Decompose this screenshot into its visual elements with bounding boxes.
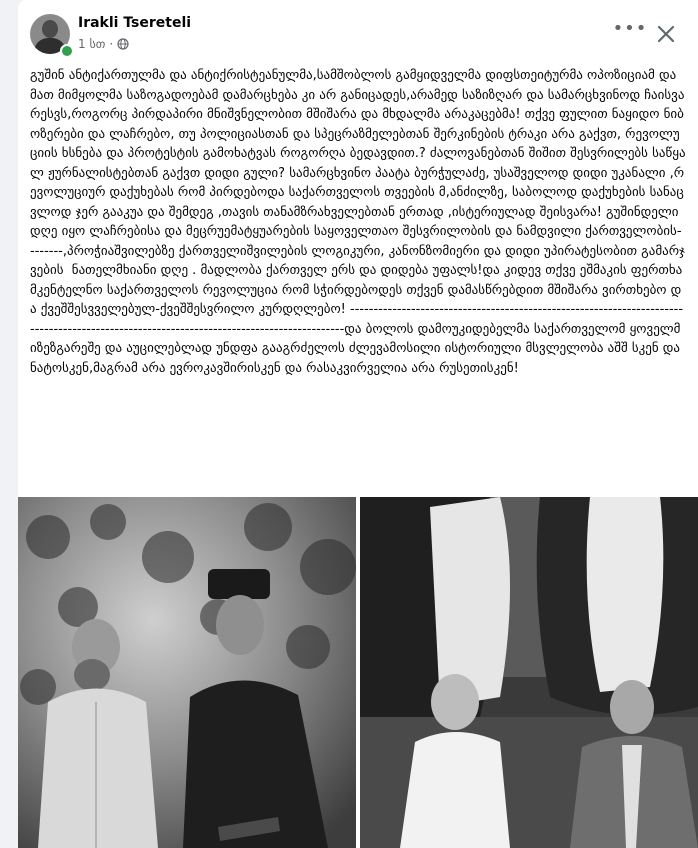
globe-icon[interactable] <box>117 38 129 50</box>
post-card <box>18 0 698 848</box>
photo-grid <box>18 497 698 848</box>
post-header <box>18 0 698 62</box>
photo-left[interactable] <box>18 497 356 848</box>
close-icon[interactable] <box>654 22 678 46</box>
more-options-icon[interactable]: ••• <box>612 18 648 39</box>
photo-right-image <box>360 497 698 848</box>
photo-right[interactable] <box>360 497 698 848</box>
post-text: გუშინ ანტიქართულმა და ანტიქრისტეანულმა,სამშობლოს გამყიდველმა დიფსთეიტურმა ოპოზიციამ და მათ მიმყოლმა საზოგადოებამ დამარცხება კი არ განიცადეს,არამედ საზიზღარ და სამარცხვინოდ ჩაისვარესვს,როგორც პირდაპირი მნიშვნელობით მშიშარა და მხდალმა არაკაცებმა! თქვე ფულით ნაყიდო ნიბოზერები და ლაჩრებო, თუ პოლიციასთან და სპეცრაზმელებთან შერკინების ტრაკი არა გაქვთ, რევოლუციის ხსნება და პროტესტის გამოხატვას როგორღა ბედავდით.? ძალოვანებთან შიშით შესვრილებს საწყალ ჟურნალისტებთან გაქვთ დიდი გული? სამარცხვინო პაატა ბურჭულაძე, უსაშველოდ დიდი უკანალი ,რევოლუციურ დაქუხებას რომ პირდებოდა საქართველოს თვეების მ,ანძილზე, საბოლოდ დაქუხების სანაცვლოდ ჯერ გააკუა და შემდეგ ,თავის თანამზრახველებთან ერთად ,ისტერიულად შეისვარა! გუშინდელი დღე იყო ლაჩრებისა და მეცრუემატყუარების საყოველთაო შესვრილობის და ნამდვილი ქართველობის--------,პროჭიაშვილებზე ქართველიშვილების ლოგიკური, კანონზომიერი და დიდი უპირატესობით გამარჯვების ნათელმხიანი დღე . მადლობა ქართველ ერს და დიდება უფალს!და კიდევ თქვე ეშმაკის ფერთხა მკენტელნო საქართველოს რევოლუცია რომ სჭირდებოდეს თქვენ დამასწრებდით მშიშარა ვირთხებო და ქვეშშესვველებულ-ქვეშშესვრილო კურდღლებო! ------------------------------------------------------------------------------------------------------------------------------------------და ბოლოს დამოუკიდებელმა საქართველომ ყოველმიზეზგარეშე და აუცილებლად უნდფა გააგრძელოს ძლევამოსილი ისტორიული მსვლელობა აშშ სკენ და ნატოსკენ,მაგრამ არა ევროკავშირისკენ და რასაკვირველია არა რუსეთისკენ! <box>30 68 687 376</box>
avatar-head <box>42 20 58 38</box>
post-time[interactable]: 1 სთ <box>78 37 106 51</box>
author-name[interactable]: Irakli Tsereteli <box>78 15 192 31</box>
post-meta <box>78 37 129 51</box>
meta-separator: · <box>109 37 114 51</box>
photo-left-image <box>18 497 356 848</box>
online-status-icon <box>60 44 74 58</box>
